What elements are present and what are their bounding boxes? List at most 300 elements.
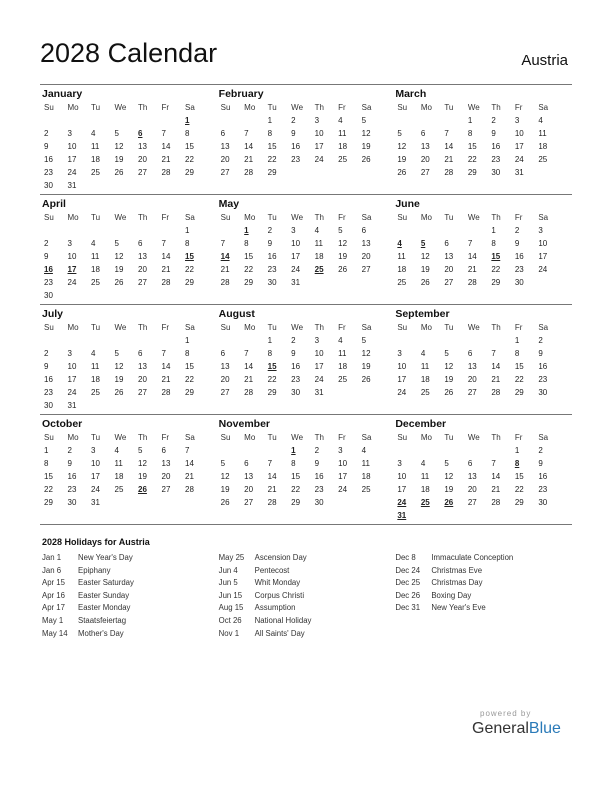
weekday-label: We: [467, 103, 480, 112]
week-row: [395, 250, 572, 263]
holiday-item: [42, 565, 219, 578]
holiday-date-label: Dec 24: [395, 565, 421, 575]
day-cell: 4: [361, 446, 367, 455]
week-row: [395, 127, 572, 140]
day-cell: 31: [291, 278, 301, 287]
empty-cell: [89, 289, 113, 302]
weekday-label: Su: [397, 323, 408, 332]
weekday-label: Sa: [538, 323, 549, 332]
empty-cell: [313, 276, 337, 289]
page-title: 2028 Calendar: [40, 38, 218, 68]
day-cell: 28: [161, 278, 171, 287]
month-name: December: [395, 418, 447, 430]
day-cell: 1: [491, 226, 496, 235]
weekday-label: Mo: [67, 433, 79, 442]
empty-cell: [160, 334, 184, 347]
day-cell: 3: [67, 129, 72, 138]
day-cell: 15: [185, 142, 194, 151]
weekday-label: Mo: [244, 213, 256, 222]
day-cell: 9: [67, 459, 72, 468]
weekday-header: [219, 210, 396, 224]
empty-cell: [419, 224, 443, 237]
holiday-name: Boxing Day: [431, 590, 472, 600]
holiday-date-label: Dec 8: [395, 553, 416, 562]
day-cell: 5: [338, 226, 343, 235]
day-cell: 23: [514, 265, 524, 274]
empty-cell: [113, 114, 137, 127]
empty-cell: [289, 166, 313, 179]
empty-cell: [336, 496, 360, 509]
weekday-label: We: [114, 323, 127, 332]
day-cell: 3: [514, 116, 520, 125]
day-cell: 10: [314, 349, 324, 358]
empty-cell: [66, 114, 90, 127]
day-cell: 2: [291, 336, 296, 345]
holiday-name: Christmas Day: [431, 578, 483, 588]
day-cell: 30: [67, 498, 77, 507]
day-cell: 1: [185, 336, 190, 345]
weekday-label: Sa: [185, 213, 195, 222]
weekday-label: Tu: [267, 433, 277, 442]
day-cell: 7: [185, 446, 190, 455]
month-name: June: [395, 198, 420, 210]
day-cell: 14: [161, 142, 171, 151]
day-cell: 8: [185, 239, 190, 248]
day-cell: 6: [467, 349, 473, 358]
weekday-header: [219, 430, 396, 444]
day-cell: 31: [514, 168, 524, 177]
day-cell: 24: [514, 155, 524, 164]
day-cell: 7: [161, 239, 166, 248]
week-row: [219, 334, 396, 347]
day-cell: 25: [91, 388, 100, 397]
day-cell: 27: [220, 388, 230, 397]
holiday-item: [219, 577, 396, 590]
empty-cell: [395, 334, 419, 347]
day-cell: 9: [314, 459, 320, 468]
holiday-item: [395, 602, 572, 615]
day-cell: 21: [267, 485, 277, 494]
weekday-label: We: [291, 323, 304, 332]
day-cell: 17: [538, 252, 548, 261]
weekday-label: We: [467, 323, 480, 332]
day-cell: 2: [491, 116, 496, 125]
holiday-item: [219, 565, 396, 578]
empty-cell: [489, 509, 513, 522]
weekday-label: Th: [491, 323, 501, 332]
day-cell: 20: [444, 265, 454, 274]
day-cell: 9: [44, 252, 49, 261]
day-cell: 17: [291, 252, 301, 261]
day-cell: 3: [397, 349, 402, 358]
holiday-date: 1: [185, 116, 190, 125]
week-row: [395, 470, 572, 483]
empty-cell: [419, 334, 443, 347]
weekday-header: [42, 430, 219, 444]
weekday-label: Su: [220, 323, 231, 332]
empty-cell: [113, 399, 137, 412]
weekday-label: Th: [138, 103, 148, 112]
weekday-label: Th: [138, 323, 148, 332]
day-cell: 23: [491, 155, 501, 164]
day-cell: 1: [514, 446, 520, 455]
weekday-label: Tu: [267, 213, 277, 222]
weekday-label: Mo: [67, 213, 79, 222]
day-cell: 12: [397, 142, 407, 151]
day-cell: 4: [91, 239, 96, 248]
weekday-header: [395, 320, 572, 334]
day-cell: 27: [161, 485, 171, 494]
weekday-label: Fr: [338, 213, 346, 222]
weekday-label: We: [291, 213, 304, 222]
week-row: [42, 347, 219, 360]
holiday-date: 1: [244, 226, 249, 235]
month-november: [219, 415, 396, 524]
holidays-list: [42, 552, 572, 640]
day-cell: 19: [114, 265, 124, 274]
day-cell: 25: [338, 375, 348, 384]
day-cell: 16: [67, 472, 77, 481]
day-cell: 3: [314, 336, 320, 345]
day-cell: 27: [444, 278, 454, 287]
day-cell: 26: [220, 498, 230, 507]
day-cell: 24: [67, 168, 77, 177]
weekday-label: Th: [491, 433, 501, 442]
holiday-name: Staatsfeiertag: [78, 615, 127, 625]
day-cell: 15: [291, 472, 301, 481]
day-cell: 6: [138, 239, 143, 248]
day-cell: 11: [361, 459, 370, 468]
day-cell: 30: [44, 181, 53, 190]
weekday-label: Mo: [67, 103, 79, 112]
day-cell: 13: [244, 472, 254, 481]
week-row: [219, 386, 396, 399]
day-cell: 27: [138, 278, 147, 287]
day-cell: 16: [267, 252, 277, 261]
weekday-label: Th: [314, 323, 325, 332]
day-cell: 10: [314, 129, 324, 138]
day-cell: 15: [267, 142, 277, 151]
day-cell: 29: [44, 498, 53, 507]
day-cell: 12: [220, 472, 230, 481]
weekday-header: [42, 100, 219, 114]
holiday-date-label: Jun 15: [218, 590, 243, 600]
day-cell: 1: [185, 226, 190, 235]
weekday-label: Su: [44, 433, 54, 442]
week-row: [395, 444, 572, 457]
day-cell: 11: [314, 239, 323, 248]
day-cell: 7: [244, 349, 249, 358]
day-cell: 21: [185, 472, 194, 481]
day-cell: 22: [514, 485, 524, 494]
weekday-label: We: [114, 213, 127, 222]
day-cell: 10: [338, 459, 348, 468]
weekday-label: Fr: [514, 323, 523, 332]
holiday-date: 16: [44, 265, 53, 274]
weekday-label: Th: [314, 213, 325, 222]
day-cell: 2: [291, 116, 296, 125]
brand-logo[interactable]: [472, 720, 561, 738]
day-cell: 8: [44, 459, 49, 468]
day-cell: 20: [467, 485, 477, 494]
week-row: [42, 166, 219, 179]
week-row: [219, 263, 396, 276]
day-cell: 14: [491, 362, 501, 371]
day-cell: 10: [67, 142, 77, 151]
day-cell: 25: [338, 155, 348, 164]
day-cell: 24: [291, 265, 301, 274]
day-cell: 28: [244, 168, 254, 177]
day-cell: 16: [491, 142, 501, 151]
day-cell: 15: [514, 362, 524, 371]
week-row: [395, 496, 572, 509]
day-cell: 28: [267, 498, 277, 507]
day-cell: 9: [514, 239, 520, 248]
day-cell: 1: [514, 336, 520, 345]
day-cell: 28: [467, 278, 477, 287]
empty-cell: [89, 224, 113, 237]
day-cell: 7: [161, 129, 166, 138]
empty-cell: [513, 509, 537, 522]
day-cell: 20: [467, 375, 477, 384]
day-cell: 28: [161, 168, 171, 177]
day-cell: 18: [361, 472, 371, 481]
day-cell: 22: [44, 485, 53, 494]
day-cell: 27: [420, 168, 430, 177]
week-row: [42, 179, 219, 192]
day-cell: 20: [361, 252, 371, 261]
day-cell: 1: [267, 116, 273, 125]
empty-cell: [442, 509, 466, 522]
day-cell: 15: [244, 252, 254, 261]
holiday-date-label: May 1: [42, 615, 64, 625]
week-row: [395, 360, 572, 373]
calendar-grid: [40, 85, 572, 525]
day-cell: 7: [267, 459, 273, 468]
weekday-header: [219, 100, 396, 114]
empty-cell: [160, 179, 184, 192]
day-cell: 14: [467, 252, 477, 261]
weekday-label: Mo: [67, 323, 79, 332]
month-name: May: [218, 198, 240, 210]
day-cell: 14: [185, 459, 194, 468]
day-cell: 24: [314, 375, 324, 384]
weekday-label: Sa: [361, 323, 372, 332]
week-row: [42, 140, 219, 153]
week-row: [42, 289, 219, 302]
empty-cell: [89, 179, 113, 192]
weekday-label: Mo: [244, 323, 256, 332]
day-cell: 10: [397, 362, 407, 371]
week-row: [42, 373, 219, 386]
day-cell: 26: [361, 155, 371, 164]
day-cell: 16: [314, 472, 324, 481]
day-cell: 16: [291, 142, 301, 151]
empty-cell: [419, 509, 443, 522]
day-cell: 16: [44, 155, 53, 164]
day-cell: 30: [538, 388, 548, 397]
empty-cell: [160, 114, 184, 127]
day-cell: 13: [220, 362, 230, 371]
holiday-item: [219, 628, 396, 641]
day-cell: 19: [114, 155, 124, 164]
week-row: [395, 334, 572, 347]
day-cell: 27: [361, 265, 371, 274]
day-cell: 28: [161, 388, 171, 397]
day-cell: 18: [338, 142, 348, 151]
month-december: [395, 415, 572, 524]
day-cell: 23: [44, 388, 53, 397]
empty-cell: [536, 276, 560, 289]
empty-cell: [160, 289, 184, 302]
week-row: [219, 127, 396, 140]
month-name: April: [42, 198, 66, 210]
day-cell: 6: [361, 226, 367, 235]
empty-cell: [42, 114, 66, 127]
weekday-header: [219, 320, 396, 334]
day-cell: 17: [314, 362, 324, 371]
month-name: November: [218, 418, 271, 430]
day-cell: 14: [161, 362, 171, 371]
week-row: [219, 360, 396, 373]
week-row: [42, 263, 219, 276]
day-cell: 17: [514, 142, 524, 151]
month-name: August: [218, 308, 255, 320]
week-row: [219, 457, 396, 470]
day-cell: 8: [244, 239, 249, 248]
day-cell: 11: [397, 252, 406, 261]
empty-cell: [395, 114, 419, 127]
weekday-label: Tu: [444, 213, 454, 222]
empty-cell: [183, 179, 207, 192]
day-cell: 29: [185, 278, 194, 287]
day-cell: 9: [44, 362, 49, 371]
day-cell: 18: [420, 485, 430, 494]
week-row: [395, 386, 572, 399]
day-cell: 30: [291, 388, 301, 397]
weekday-label: Fr: [338, 103, 346, 112]
day-cell: 30: [538, 498, 548, 507]
day-cell: 25: [91, 168, 100, 177]
day-cell: 7: [220, 239, 226, 248]
weekday-label: Sa: [538, 433, 549, 442]
week-row: [395, 276, 572, 289]
day-cell: 18: [397, 265, 407, 274]
empty-cell: [360, 496, 384, 509]
day-cell: 29: [244, 278, 254, 287]
day-cell: 10: [91, 459, 100, 468]
week-row: [219, 166, 396, 179]
day-cell: 3: [91, 446, 96, 455]
day-cell: 4: [114, 446, 119, 455]
holiday-date-label: Dec 25: [395, 578, 421, 588]
day-cell: 22: [514, 375, 524, 384]
day-cell: 7: [244, 129, 249, 138]
day-cell: 28: [220, 278, 230, 287]
empty-cell: [466, 444, 490, 457]
week-row: [395, 483, 572, 496]
weekday-label: Fr: [514, 103, 523, 112]
day-cell: 25: [397, 278, 407, 287]
week-row: [42, 114, 219, 127]
day-cell: 7: [444, 129, 449, 138]
week-row: [42, 444, 219, 457]
week-row: [395, 373, 572, 386]
day-cell: 30: [44, 291, 53, 300]
empty-cell: [466, 509, 490, 522]
day-cell: 15: [514, 472, 524, 481]
day-cell: 23: [44, 168, 53, 177]
empty-cell: [219, 114, 243, 127]
day-cell: 5: [444, 349, 449, 358]
holiday-item: [219, 615, 396, 628]
month-name: March: [395, 88, 427, 100]
day-cell: 11: [338, 349, 347, 358]
day-cell: 11: [91, 142, 100, 151]
day-cell: 13: [420, 142, 430, 151]
empty-cell: [160, 224, 184, 237]
day-cell: 20: [420, 155, 430, 164]
day-cell: 30: [514, 278, 524, 287]
day-cell: 3: [291, 226, 296, 235]
day-cell: 21: [220, 265, 230, 274]
empty-cell: [419, 114, 443, 127]
empty-cell: [66, 224, 90, 237]
day-cell: 18: [114, 472, 124, 481]
weekday-label: We: [467, 213, 480, 222]
day-cell: 9: [491, 129, 496, 138]
day-cell: 18: [420, 375, 430, 384]
holiday-name: Christmas Eve: [431, 565, 483, 575]
day-cell: 6: [444, 239, 449, 248]
day-cell: 17: [67, 375, 77, 384]
month-july: [40, 305, 219, 414]
day-cell: 29: [514, 498, 524, 507]
day-cell: 9: [538, 459, 543, 468]
day-cell: 29: [185, 388, 194, 397]
weekday-label: Mo: [244, 103, 256, 112]
week-row: [219, 140, 396, 153]
weekday-label: Mo: [420, 103, 432, 112]
day-cell: 6: [138, 349, 143, 358]
day-cell: 26: [114, 168, 124, 177]
day-cell: 30: [267, 278, 277, 287]
day-cell: 5: [444, 459, 449, 468]
week-row: [395, 166, 572, 179]
empty-cell: [219, 334, 243, 347]
day-cell: 21: [491, 375, 501, 384]
empty-cell: [489, 334, 513, 347]
holiday-date-label: Jan 1: [42, 553, 62, 562]
day-cell: 28: [491, 498, 501, 507]
day-cell: 11: [420, 362, 430, 371]
day-cell: 29: [467, 168, 477, 177]
empty-cell: [336, 276, 360, 289]
holiday-date-label: Dec 31: [395, 603, 421, 613]
holiday-item: [219, 602, 396, 615]
day-cell: 11: [91, 362, 100, 371]
weekday-label: We: [291, 433, 304, 442]
empty-cell: [89, 399, 113, 412]
weekday-label: Th: [314, 103, 325, 112]
empty-cell: [42, 224, 66, 237]
weekday-label: Sa: [361, 103, 372, 112]
holiday-name: National Holiday: [254, 615, 312, 625]
holiday-name: Easter Monday: [78, 603, 131, 613]
day-cell: 5: [114, 239, 119, 248]
day-cell: 18: [538, 142, 548, 151]
day-cell: 17: [397, 375, 407, 384]
